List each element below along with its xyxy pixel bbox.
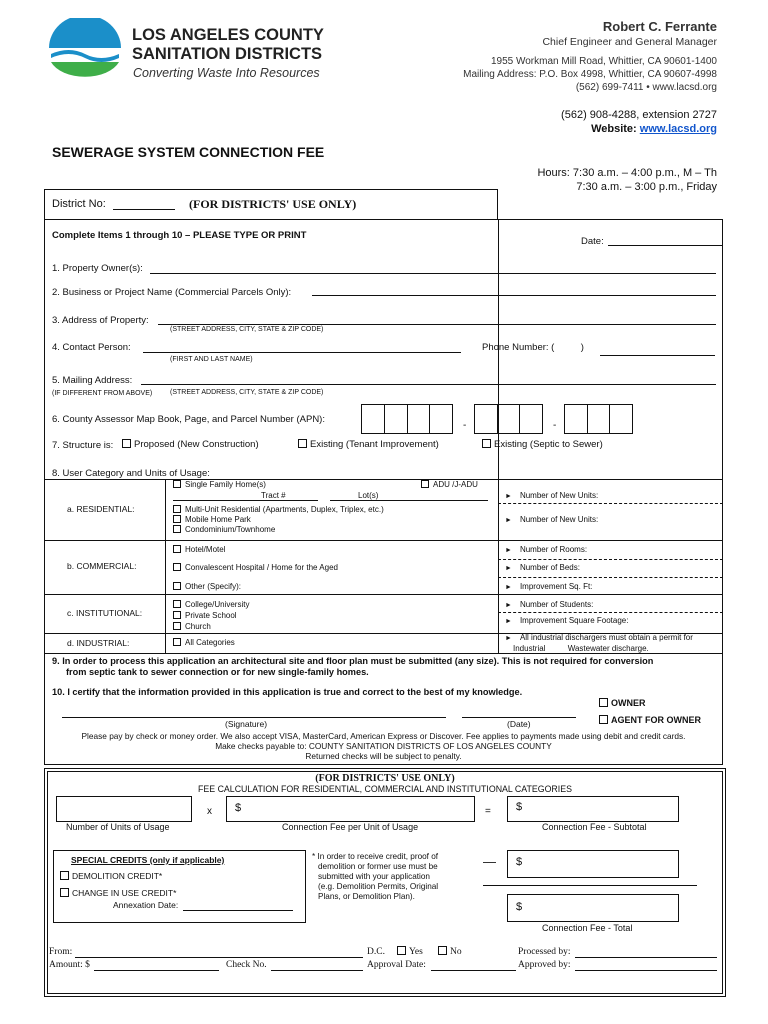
payment-line2: Make checks payable to: COUNTY SANITATION DISTRICTS OF LOS ANGELES COUNTY bbox=[215, 741, 552, 751]
org-address1: 1955 Workman Mill Road, Whittier, CA 90601-1400 bbox=[490, 56, 717, 67]
checkbox-icon[interactable] bbox=[298, 439, 307, 448]
main-form bbox=[44, 219, 723, 765]
structure-label: 7. Structure is: bbox=[52, 440, 114, 451]
org-logo bbox=[47, 18, 123, 84]
signature-date-field[interactable] bbox=[462, 717, 576, 718]
arrow-right-icon: ► bbox=[505, 584, 512, 591]
arrow-right-icon: ► bbox=[505, 517, 512, 524]
apn-parcel-boxes[interactable] bbox=[564, 404, 633, 434]
commercial-label: b. COMMERCIAL: bbox=[67, 561, 137, 571]
dc-yes[interactable] bbox=[397, 946, 423, 957]
agent-checkbox[interactable] bbox=[599, 715, 701, 725]
inst-private-school[interactable] bbox=[173, 611, 237, 620]
website-label: Website: bbox=[591, 123, 637, 135]
contact-person-field[interactable] bbox=[143, 352, 461, 353]
ind-note-line1: All industrial dischargers must obtain a permit for bbox=[519, 633, 693, 642]
org-tagline: Converting Waste Into Resources bbox=[133, 66, 320, 80]
mailing-address-hint2: (STREET ADDRESS, CITY, STATE & ZIP CODE) bbox=[170, 389, 324, 396]
structure-existing-tenant-label: Existing (Tenant Improvement) bbox=[310, 439, 439, 450]
ind-all-categories[interactable] bbox=[173, 638, 235, 647]
hours-line2: 7:30 a.m. – 3:00 p.m., Friday bbox=[576, 181, 717, 193]
checkbox-icon[interactable] bbox=[421, 480, 429, 488]
checkbox-icon[interactable] bbox=[122, 439, 131, 448]
com-hotel[interactable] bbox=[173, 545, 225, 554]
checkbox-icon[interactable] bbox=[173, 638, 181, 646]
inst-students bbox=[505, 600, 593, 609]
tract-field[interactable] bbox=[173, 500, 318, 501]
apn-page-boxes[interactable] bbox=[474, 404, 543, 434]
multiply-sign: x bbox=[207, 806, 212, 817]
checkbox-icon[interactable] bbox=[599, 715, 608, 724]
lots-field[interactable] bbox=[330, 500, 488, 501]
res-new-units-1-label: Number of New Units: bbox=[519, 491, 599, 500]
dollar-sign: $ bbox=[516, 856, 523, 868]
com-other-label: Other (Specify): bbox=[185, 582, 242, 591]
ind-note bbox=[505, 633, 693, 653]
arrow-right-icon: ► bbox=[505, 635, 512, 642]
checkbox-icon[interactable] bbox=[173, 505, 181, 513]
amount-field[interactable] bbox=[94, 970, 219, 971]
equals-sign: = bbox=[485, 806, 491, 817]
checkbox-icon[interactable] bbox=[173, 622, 181, 630]
arrow-right-icon: ► bbox=[505, 565, 512, 572]
inst-church[interactable] bbox=[173, 622, 211, 631]
apn-dash2: - bbox=[553, 420, 557, 431]
agent-label: AGENT FOR OWNER bbox=[611, 715, 701, 725]
phone-label: Phone Number: ( ) bbox=[482, 342, 584, 353]
complete-items-note: Complete Items 1 through 10 – PLEASE TYPE OR PRINT bbox=[52, 230, 307, 241]
checkbox-icon[interactable] bbox=[173, 582, 181, 590]
minus-sign: — bbox=[483, 854, 496, 869]
structure-proposed[interactable] bbox=[122, 439, 259, 450]
com-convalescent[interactable] bbox=[173, 563, 338, 572]
checkbox-icon[interactable] bbox=[173, 563, 181, 571]
arrow-right-icon: ► bbox=[505, 547, 512, 554]
payment-line3: Returned checks will be subject to penalty. bbox=[305, 751, 462, 761]
total-label: Connection Fee - Total bbox=[542, 923, 633, 933]
lots-label: Lot(s) bbox=[358, 491, 379, 500]
com-sqft-label: Improvement Sq. Ft: bbox=[519, 582, 593, 591]
com-hotel-label: Hotel/Motel bbox=[185, 545, 226, 554]
check-no-field[interactable] bbox=[271, 970, 363, 971]
business-name-field[interactable] bbox=[312, 295, 716, 296]
dollar-sign: $ bbox=[235, 802, 242, 814]
industrial-label: d. INDUSTRIAL: bbox=[67, 638, 130, 648]
subtotal-field[interactable] bbox=[507, 796, 679, 822]
item9-line2: from septic tank to sewer connection or for new single-family homes. bbox=[66, 667, 369, 677]
checkbox-icon[interactable] bbox=[173, 480, 181, 488]
inst-sqft bbox=[505, 616, 628, 625]
inst-college-label: College/University bbox=[185, 600, 250, 609]
org-address2: Mailing Address: P.O. Box 4998, Whittier, CA 90607-4998 bbox=[463, 69, 717, 80]
checkbox-icon[interactable] bbox=[173, 545, 181, 553]
credit-note-line5: Plans, or Demolition Plan). bbox=[318, 892, 415, 901]
arrow-right-icon: ► bbox=[505, 493, 512, 500]
res-multi-unit-label: Multi-Unit Residential (Apartments, Duplex, Triplex, etc.) bbox=[185, 505, 384, 514]
office-title: (FOR DISTRICTS' USE ONLY) bbox=[315, 773, 455, 784]
com-rooms-label: Number of Rooms: bbox=[519, 545, 588, 554]
annexation-label: Annexation Date: bbox=[113, 900, 179, 910]
ind-note-line2: Industrial Wastewater discharge. bbox=[513, 643, 649, 653]
office-subtitle: FEE CALCULATION FOR RESIDENTIAL, COMMERCIAL AND INSTITUTIONAL CATEGORIES bbox=[198, 784, 572, 794]
signature-label: (Signature) bbox=[225, 719, 268, 729]
special-credits-box bbox=[53, 850, 306, 923]
structure-existing-septic-label: Existing (Septic to Sewer) bbox=[494, 439, 603, 450]
org-name bbox=[132, 26, 324, 64]
credit-note-line4: (e.g. Demolition Permits, Original bbox=[318, 882, 439, 891]
res-single-family[interactable] bbox=[173, 480, 266, 489]
checkbox-icon[interactable] bbox=[173, 525, 181, 533]
org-name-line1: LOS ANGELES COUNTY bbox=[132, 26, 324, 44]
owner-label: OWNER bbox=[611, 698, 646, 708]
inst-private-school-label: Private School bbox=[185, 611, 237, 620]
from-label: From: bbox=[49, 947, 73, 957]
signature-date-label: (Date) bbox=[507, 719, 531, 729]
res-condo[interactable] bbox=[173, 525, 275, 534]
dc-no-label: No bbox=[450, 947, 462, 957]
dc-yes-label: Yes bbox=[409, 947, 423, 957]
apn-book-boxes[interactable] bbox=[361, 404, 453, 434]
from-field[interactable] bbox=[75, 957, 363, 958]
checkbox-icon[interactable] bbox=[482, 439, 491, 448]
date-field[interactable] bbox=[608, 245, 723, 246]
business-name-label: 2. Business or Project Name (Commercial Parcels Only): bbox=[52, 287, 292, 298]
credit-note-line3: submitted with your application bbox=[318, 872, 430, 881]
hours-line1: Hours: 7:30 a.m. – 4:00 p.m., M – Th bbox=[537, 167, 717, 179]
com-rooms bbox=[505, 545, 587, 554]
fee-per-unit-label: Connection Fee per Unit of Usage bbox=[282, 822, 419, 832]
units-of-usage-field[interactable] bbox=[56, 796, 192, 822]
res-multi-unit[interactable] bbox=[173, 505, 384, 514]
credit-note bbox=[312, 852, 438, 902]
checkbox-icon[interactable] bbox=[173, 515, 181, 523]
office-hours bbox=[537, 166, 717, 194]
checkbox-icon[interactable] bbox=[173, 600, 181, 608]
processed-label: Processed by: bbox=[518, 947, 571, 957]
inst-sqft-label: Improvement Square Footage: bbox=[519, 616, 629, 625]
owner-checkbox[interactable] bbox=[599, 698, 646, 708]
demolition-credit[interactable] bbox=[60, 871, 162, 881]
checkbox-icon[interactable] bbox=[599, 698, 608, 707]
date-label: Date: bbox=[581, 236, 604, 247]
property-owner-label: 1. Property Owner(s): bbox=[52, 263, 143, 274]
residential-label: a. RESIDENTIAL: bbox=[67, 504, 135, 514]
tract-label: Tract # bbox=[261, 491, 286, 500]
change-use-credit[interactable] bbox=[60, 888, 176, 898]
processed-field[interactable] bbox=[575, 957, 717, 958]
annexation-field[interactable] bbox=[183, 910, 293, 911]
item10: 10. I certify that the information provided in this application is true and correct to the best of my knowledge. bbox=[52, 687, 523, 697]
arrow-right-icon: ► bbox=[505, 602, 512, 609]
com-beds bbox=[505, 563, 580, 572]
com-other[interactable] bbox=[173, 582, 241, 591]
phone-extension: (562) 908-4288, extension 2727 bbox=[561, 109, 717, 121]
ind-all-categories-label: All Categories bbox=[185, 638, 235, 647]
res-mobile-home-label: Mobile Home Park bbox=[185, 515, 251, 524]
form-title: SEWERAGE SYSTEM CONNECTION FEE bbox=[52, 144, 325, 160]
check-no-label: Check No. bbox=[226, 960, 267, 970]
res-adu-label: ADU /J-ADU bbox=[433, 480, 478, 489]
special-credits-title: SPECIAL CREDITS (only if applicable) bbox=[71, 855, 225, 865]
com-beds-label: Number of Beds: bbox=[519, 563, 580, 572]
units-of-usage-label: Number of Units of Usage bbox=[66, 822, 170, 832]
change-use-credit-label: CHANGE IN USE CREDIT* bbox=[72, 888, 177, 898]
inst-students-label: Number of Students: bbox=[519, 600, 594, 609]
res-single-family-label: Single Family Home(s) bbox=[185, 480, 266, 489]
districts-use-label: (FOR DISTRICTS' USE ONLY) bbox=[189, 197, 357, 211]
exec-title: Chief Engineer and General Manager bbox=[542, 36, 717, 48]
total-rule bbox=[483, 885, 697, 886]
property-address-label: 3. Address of Property: bbox=[52, 315, 149, 326]
contact-person-hint: (FIRST AND LAST NAME) bbox=[170, 356, 253, 363]
res-mobile-home[interactable] bbox=[173, 515, 251, 524]
fee-per-unit-field[interactable] bbox=[226, 796, 475, 822]
mailing-address-label: 5. Mailing Address: bbox=[52, 375, 133, 386]
com-sqft bbox=[505, 582, 592, 591]
structure-existing-tenant[interactable] bbox=[298, 439, 439, 450]
exec-name: Robert C. Ferrante bbox=[602, 19, 717, 34]
credit-note-line2: demolition or former use must be bbox=[318, 862, 438, 871]
signature-field[interactable] bbox=[62, 717, 446, 718]
property-address-field[interactable] bbox=[158, 324, 716, 325]
approved-by-field[interactable] bbox=[575, 970, 717, 971]
org-name-line2: SANITATION DISTRICTS bbox=[132, 45, 323, 63]
mailing-address-field[interactable] bbox=[141, 384, 716, 385]
com-convalescent-label: Convalescent Hospital / Home for the Aged bbox=[185, 563, 338, 572]
checkbox-icon[interactable] bbox=[60, 888, 69, 897]
mailing-address-hint1: (IF DIFFERENT FROM ABOVE) bbox=[52, 390, 153, 397]
res-adu[interactable] bbox=[421, 480, 478, 489]
website-link[interactable]: www.lacsd.org bbox=[639, 123, 717, 135]
checkbox-icon[interactable] bbox=[173, 611, 181, 619]
subtotal-label: Connection Fee - Subtotal bbox=[542, 822, 647, 832]
structure-proposed-label: Proposed (New Construction) bbox=[134, 439, 259, 450]
payment-line1: Please pay by check or money order. We also accept VISA, MasterCard, American Express or Discover. Fee applies to payments made using debit and credit cards. bbox=[81, 731, 686, 741]
inst-college[interactable] bbox=[173, 600, 249, 609]
district-no-field[interactable] bbox=[113, 209, 175, 210]
contact-person-label: 4. Contact Person: bbox=[52, 342, 131, 353]
institutional-label: c. INSTITUTIONAL: bbox=[67, 608, 143, 618]
checkbox-icon[interactable] bbox=[397, 946, 406, 955]
arrow-right-icon: ► bbox=[505, 618, 512, 625]
property-address-hint: (STREET ADDRESS, CITY, STATE & ZIP CODE) bbox=[170, 326, 324, 333]
district-no-label: District No: bbox=[52, 198, 106, 210]
checkbox-icon[interactable] bbox=[60, 871, 69, 880]
demolition-credit-label: DEMOLITION CREDIT* bbox=[72, 871, 163, 881]
phone-field[interactable] bbox=[600, 355, 715, 356]
res-new-units-2 bbox=[505, 515, 598, 524]
dollar-sign: $ bbox=[516, 801, 523, 813]
credit-note-line1: * In order to receive credit, proof of bbox=[312, 852, 439, 861]
payment-note bbox=[44, 731, 723, 761]
approval-date-label: Approval Date: bbox=[367, 960, 426, 970]
contact-block bbox=[561, 108, 717, 136]
dc-no[interactable] bbox=[438, 946, 462, 957]
approval-date-field[interactable] bbox=[431, 970, 516, 971]
res-new-units-1 bbox=[505, 491, 598, 500]
res-condo-label: Condominium/Townhome bbox=[185, 525, 276, 534]
dollar-sign: $ bbox=[516, 901, 523, 913]
res-new-units-2-label: Number of New Units: bbox=[519, 515, 599, 524]
property-owner-field[interactable] bbox=[150, 273, 716, 274]
inst-church-label: Church bbox=[185, 622, 211, 631]
exec-block bbox=[463, 18, 717, 94]
approved-by-label: Approved by: bbox=[518, 960, 571, 970]
credit-amount-field[interactable] bbox=[507, 850, 679, 878]
apn-dash1: - bbox=[463, 420, 467, 431]
dc-label: D.C. bbox=[367, 947, 385, 957]
checkbox-icon[interactable] bbox=[438, 946, 447, 955]
item9-line1: 9. In order to process this application an architectural site and floor plan must be submitted (any size). This is not required for conversion bbox=[52, 656, 654, 666]
org-address3: (562) 699-7411 • www.lacsd.org bbox=[575, 82, 717, 93]
total-field[interactable] bbox=[507, 894, 679, 922]
structure-existing-septic[interactable] bbox=[482, 439, 603, 450]
user-category-label: 8. User Category and Units of Usage: bbox=[52, 468, 210, 479]
amount-label: Amount: $ bbox=[49, 960, 90, 970]
apn-label: 6. County Assessor Map Book, Page, and Parcel Number (APN): bbox=[52, 414, 325, 425]
